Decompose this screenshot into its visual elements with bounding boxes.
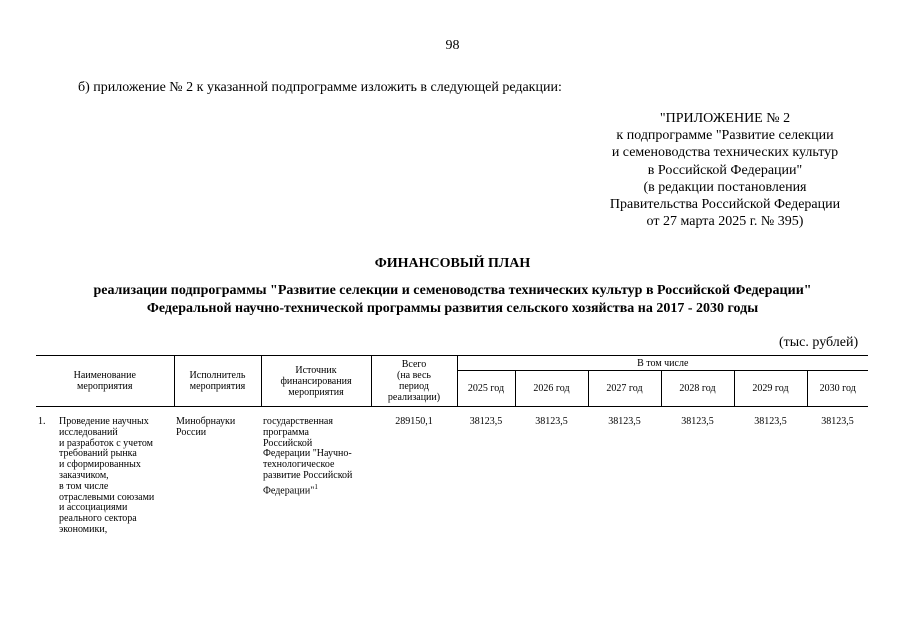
plan-title: ФИНАНСОВЫЙ ПЛАН <box>374 256 531 271</box>
row-source-line: государственная <box>263 416 333 427</box>
appendix-line: "ПРИЛОЖЕНИЕ № 2 <box>659 111 791 126</box>
row-name-line: заказчиком, <box>59 469 109 481</box>
footnote-marker: 1 <box>314 482 318 491</box>
row-year-value: 38123,5 <box>535 416 568 427</box>
header-text: реализации) <box>387 392 441 403</box>
row-name-line: и сформированных <box>59 459 141 471</box>
row-executor <box>174 407 261 536</box>
row-source <box>261 407 371 536</box>
header-text: мероприятия <box>288 386 344 398</box>
table-row <box>36 407 868 536</box>
header-year: 2029 год <box>734 371 807 407</box>
header-text: период <box>399 381 429 392</box>
appendix-line: к подпрограмме "Развитие селекции <box>616 128 834 144</box>
header-text: (на весь <box>397 370 431 381</box>
row-name-line: требований рынка <box>59 448 137 460</box>
row-source-line: Российской <box>263 437 313 449</box>
header-including: В том числе <box>457 356 868 371</box>
row-name-line: Проведение научных <box>59 416 149 427</box>
row-source-line: программа <box>263 426 309 438</box>
header-text: мероприятия <box>189 381 246 392</box>
row-source-line: технологическое <box>263 459 335 471</box>
row-source-line <box>263 482 369 497</box>
row-year-value: 38123,5 <box>608 416 641 427</box>
header-text: мероприятия <box>77 381 133 392</box>
row-name-line: реального сектора <box>59 513 137 525</box>
header-text: финансирования <box>280 375 352 387</box>
row-executor-line: Минобрнауки <box>176 416 236 427</box>
row-name-line: экономики, <box>59 523 108 535</box>
appendix-line: и семеноводства технических культур <box>611 145 839 161</box>
row-year-value: 38123,5 <box>821 416 854 427</box>
header-text: Исполнитель <box>189 370 246 381</box>
header-year: 2027 год <box>588 371 661 407</box>
row-year-value: 38123,5 <box>754 416 787 427</box>
header-text: Наименование <box>73 370 136 381</box>
header-total <box>371 356 457 407</box>
financial-plan-table <box>36 355 868 536</box>
appendix-line: от 27 марта 2025 г. № 395) <box>646 214 804 230</box>
row-name-line: исследований <box>59 426 118 438</box>
header-year: 2026 год <box>515 371 588 407</box>
plan-subtitle <box>0 282 905 318</box>
row-name-line: в том числе <box>59 480 109 492</box>
header-year: 2030 год <box>807 371 868 407</box>
row-total: 289150,1 <box>395 416 433 427</box>
row-name-line: и разработок с учетом <box>59 437 154 449</box>
header-name <box>36 356 174 407</box>
plan-subtitle-line: Федеральной научно-технической программы развития сельского хозяйства на 2017 - 2030 годы <box>146 301 759 316</box>
row-year-value: 38123,5 <box>469 416 503 427</box>
header-sources <box>261 356 371 407</box>
header-text: Источник <box>295 364 337 376</box>
appendix-line: Правительства Российской Федерации <box>609 197 841 213</box>
row-source-line: Федерации "Научно- <box>263 448 352 460</box>
row-number: 1. <box>38 416 46 427</box>
header-year: 2028 год <box>661 371 734 407</box>
appendix-line: (в редакции постановления <box>643 179 807 195</box>
appendix-line: в Российской Федерации" <box>647 162 803 178</box>
row-source-text: Федерации" <box>263 485 315 497</box>
row-name <box>57 407 174 536</box>
header-executor <box>174 356 261 407</box>
row-source-line: развитие Российской <box>263 469 353 481</box>
header-text: Всего <box>401 359 427 370</box>
appendix-block <box>580 110 870 230</box>
intro-text: б) приложение № 2 к указанной подпрограмме изложить в следующей редакции: <box>78 80 562 95</box>
header-year: 2025 год <box>457 371 515 407</box>
row-executor-line: России <box>176 426 207 438</box>
row-name-line: и ассоциациями <box>59 502 128 514</box>
row-year-value: 38123,5 <box>681 416 714 427</box>
page-number: 98 <box>445 38 460 53</box>
plan-subtitle-line: реализации подпрограммы "Развитие селекции и семеноводства технических культур в Российской Федерации" <box>93 283 812 298</box>
row-name-line: отраслевыми союзами <box>59 491 155 503</box>
units-label: (тыс. рублей) <box>779 335 859 350</box>
